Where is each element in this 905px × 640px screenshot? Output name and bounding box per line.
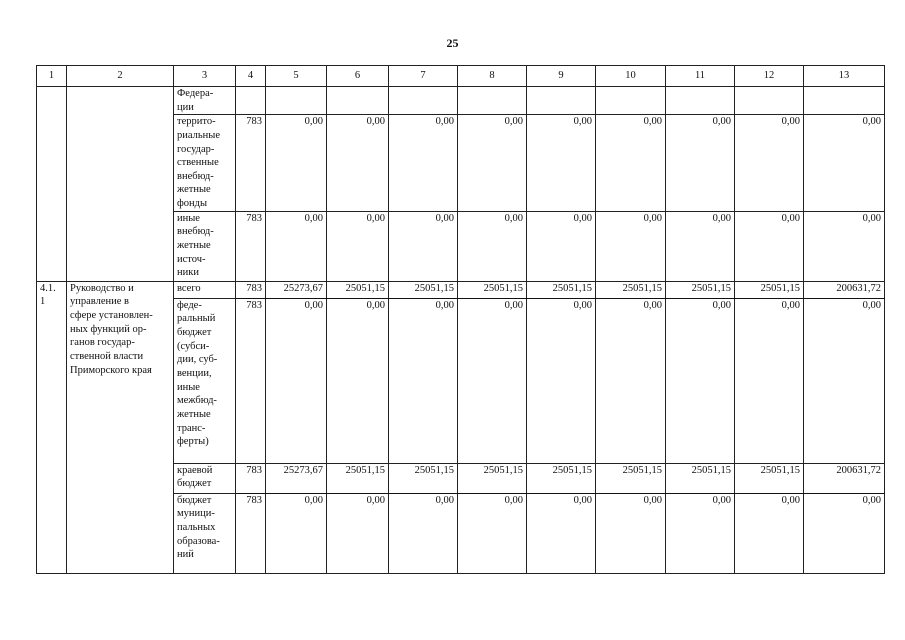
value-cell <box>327 87 389 115</box>
value-cell: 0,00 <box>266 493 327 573</box>
funding-source: иные внебюд- жетные источ- ники <box>174 211 236 281</box>
value-cell: 0,00 <box>266 298 327 463</box>
value-cell <box>458 87 527 115</box>
value-cell <box>596 87 666 115</box>
value-cell: 25051,15 <box>666 463 735 493</box>
value-cell: 0,00 <box>596 211 666 281</box>
value-cell: 25051,15 <box>735 281 804 298</box>
column-header-12: 12 <box>735 66 804 87</box>
value-cell: 0,00 <box>596 298 666 463</box>
grbs-code: 783 <box>236 463 266 493</box>
value-cell: 0,00 <box>266 115 327 211</box>
header-row <box>37 66 885 87</box>
value-cell: 0,00 <box>266 211 327 281</box>
column-header-13: 13 <box>804 66 885 87</box>
value-cell: 0,00 <box>458 298 527 463</box>
column-header-8: 8 <box>458 66 527 87</box>
funding-source: террито- риальные государ- ственные внебюд- жетные фонды <box>174 115 236 211</box>
funding-source: краевой бюджет <box>174 463 236 493</box>
value-cell: 25051,15 <box>527 463 596 493</box>
value-cell: 25051,15 <box>389 281 458 298</box>
value-cell <box>735 87 804 115</box>
item-code: 4.1. 1 <box>37 281 67 573</box>
value-cell: 0,00 <box>666 115 735 211</box>
value-cell: 0,00 <box>527 211 596 281</box>
value-cell <box>804 87 885 115</box>
value-cell: 25273,67 <box>266 463 327 493</box>
page-number: 25 <box>446 36 459 50</box>
item-description: Руководство и управление в сфере установлен- ных функций ор- ганов государ- ственной власти Приморского края <box>67 281 174 573</box>
grbs-code: 783 <box>236 298 266 463</box>
value-cell: 0,00 <box>666 211 735 281</box>
funding-source: феде- ральный бюджет (субси- дии, суб- венции, иные межбюд- жетные транс- ферты) <box>174 298 236 463</box>
value-cell: 0,00 <box>527 298 596 463</box>
funding-source: Федера- ции <box>174 87 236 115</box>
value-cell: 0,00 <box>804 211 885 281</box>
cell-col1 <box>37 87 67 282</box>
value-cell: 0,00 <box>527 115 596 211</box>
value-cell: 0,00 <box>389 493 458 573</box>
column-header-6: 6 <box>327 66 389 87</box>
column-header-7: 7 <box>389 66 458 87</box>
value-cell: 200631,72 <box>804 463 885 493</box>
value-cell: 0,00 <box>389 211 458 281</box>
funding-source: всего <box>174 281 236 298</box>
value-cell: 25051,15 <box>327 463 389 493</box>
budget-table <box>36 65 885 574</box>
value-cell: 0,00 <box>327 115 389 211</box>
value-cell: 0,00 <box>458 493 527 573</box>
value-cell: 0,00 <box>458 115 527 211</box>
value-cell: 0,00 <box>735 211 804 281</box>
value-cell: 25051,15 <box>596 281 666 298</box>
column-header-4: 4 <box>236 66 266 87</box>
value-cell: 0,00 <box>735 298 804 463</box>
value-cell: 0,00 <box>735 493 804 573</box>
value-cell: 0,00 <box>596 493 666 573</box>
funding-source: бюджет муници- пальных образова- ний <box>174 493 236 573</box>
grbs-code: 783 <box>236 115 266 211</box>
value-cell: 0,00 <box>666 493 735 573</box>
column-header-9: 9 <box>527 66 596 87</box>
column-header-1: 1 <box>37 66 67 87</box>
value-cell: 0,00 <box>389 298 458 463</box>
value-cell: 25051,15 <box>666 281 735 298</box>
value-cell: 25051,15 <box>527 281 596 298</box>
value-cell: 0,00 <box>327 493 389 573</box>
value-cell <box>389 87 458 115</box>
value-cell: 25051,15 <box>596 463 666 493</box>
value-cell: 200631,72 <box>804 281 885 298</box>
grbs-code <box>236 87 266 115</box>
value-cell: 0,00 <box>327 298 389 463</box>
grbs-code: 783 <box>236 493 266 573</box>
grbs-code: 783 <box>236 281 266 298</box>
value-cell: 0,00 <box>458 211 527 281</box>
value-cell: 0,00 <box>389 115 458 211</box>
value-cell: 0,00 <box>596 115 666 211</box>
value-cell: 25051,15 <box>327 281 389 298</box>
value-cell: 25051,15 <box>458 463 527 493</box>
value-cell <box>666 87 735 115</box>
column-header-11: 11 <box>666 66 735 87</box>
value-cell <box>266 87 327 115</box>
value-cell: 0,00 <box>666 298 735 463</box>
column-header-3: 3 <box>174 66 236 87</box>
value-cell: 0,00 <box>327 211 389 281</box>
value-cell: 25051,15 <box>735 463 804 493</box>
value-cell <box>527 87 596 115</box>
cell-col2 <box>67 87 174 282</box>
grbs-code: 783 <box>236 211 266 281</box>
value-cell: 0,00 <box>804 115 885 211</box>
column-header-5: 5 <box>266 66 327 87</box>
value-cell: 25273,67 <box>266 281 327 298</box>
value-cell: 0,00 <box>804 493 885 573</box>
value-cell: 25051,15 <box>389 463 458 493</box>
column-header-10: 10 <box>596 66 666 87</box>
table-row <box>37 281 885 298</box>
column-header-2: 2 <box>67 66 174 87</box>
value-cell: 25051,15 <box>458 281 527 298</box>
value-cell: 0,00 <box>735 115 804 211</box>
value-cell: 0,00 <box>527 493 596 573</box>
table-body <box>37 87 885 574</box>
table-row <box>37 87 885 115</box>
value-cell: 0,00 <box>804 298 885 463</box>
